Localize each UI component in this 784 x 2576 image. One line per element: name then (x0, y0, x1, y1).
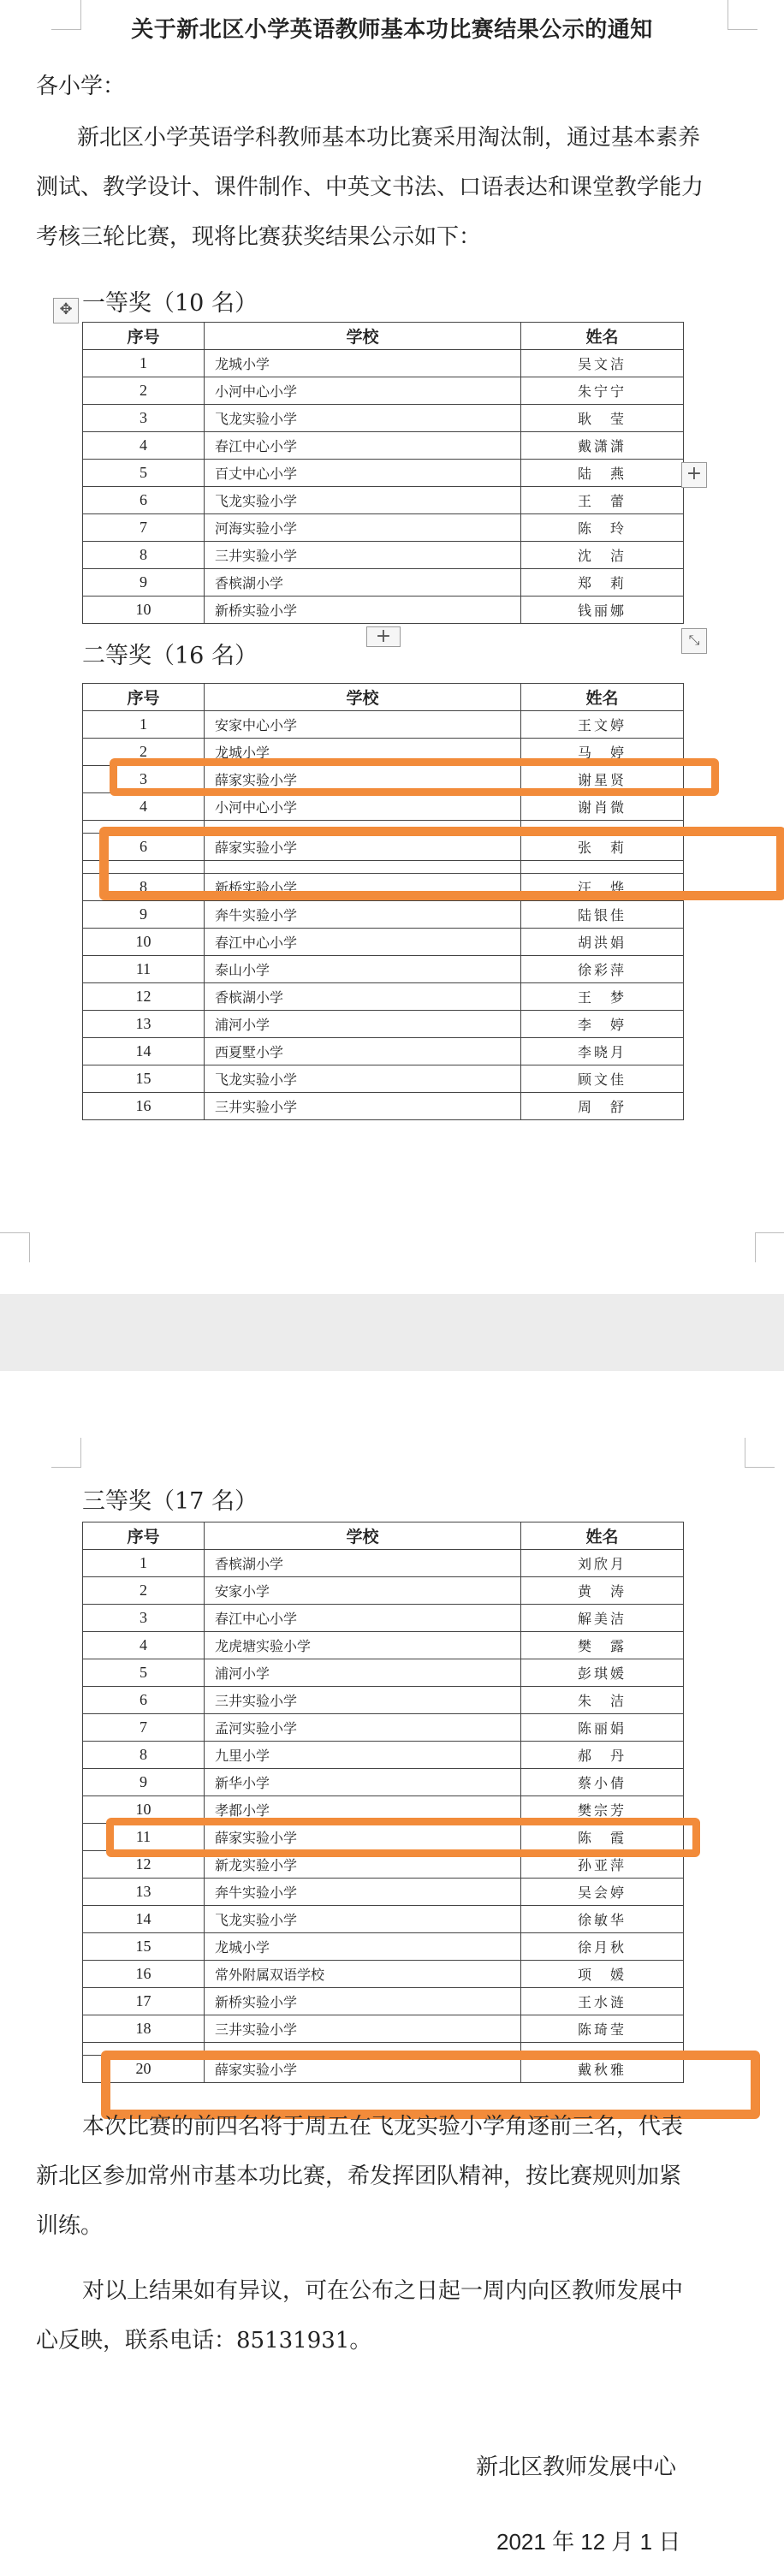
cell-name: 彭琪媛 (521, 1659, 684, 1687)
cell-name: 徐彩萍 (521, 956, 684, 983)
cell-no: 2 (83, 739, 205, 766)
cell-no: 12 (83, 1851, 205, 1879)
table-row (83, 377, 684, 405)
table-header-row (83, 323, 684, 350)
cell-school: 薛家实验小学 (205, 1824, 521, 1851)
date: 2021 年 12 月 1 日 (496, 2529, 681, 2555)
cell-school: 小河中心小学 (205, 793, 521, 821)
table-row (83, 487, 684, 514)
table-resize-handle-icon[interactable]: ⤡ (681, 628, 707, 654)
table-row (83, 405, 684, 432)
cell-name: 黄 涛 (521, 1577, 684, 1605)
cell-name: 王水涟 (521, 1988, 684, 2015)
cell-name: 王 蕾 (521, 487, 684, 514)
table-row (83, 1769, 684, 1796)
header-no: 序号 (83, 1522, 205, 1550)
cell-no: 11 (83, 956, 205, 983)
cell-name: 徐敏华 (521, 1906, 684, 1933)
cell-name: 樊 露 (521, 1632, 684, 1659)
cell-school: 百丈中心小学 (205, 460, 521, 487)
cell-no: 5 (83, 460, 205, 487)
cell-school: 香槟湖小学 (205, 983, 521, 1011)
cell-name: 谢肖微 (521, 793, 684, 821)
cell-name: 李晓月 (521, 1038, 684, 1065)
table-row (83, 569, 684, 597)
page-corner-mark (755, 1232, 784, 1262)
cell-no: 14 (83, 1906, 205, 1933)
closing-line: 对以上结果如有异议，可在公布之日起一周内向区教师发展中 (82, 2278, 684, 2304)
cell-no: 8 (83, 1742, 205, 1769)
cell-school: 新龙实验小学 (205, 1851, 521, 1879)
cell-school: 龙城小学 (205, 739, 521, 766)
cell-name: 张 莉 (521, 834, 684, 861)
header-name: 姓名 (521, 1522, 684, 1550)
table-row (83, 1605, 684, 1632)
cell-name: 陆银佳 (521, 901, 684, 929)
table-row (83, 1906, 684, 1933)
cell-no: 9 (83, 1769, 205, 1796)
cell-name: 钱丽娜 (521, 597, 684, 624)
cell-no: 4 (83, 432, 205, 460)
header-no: 序号 (83, 684, 205, 711)
cell-school: 新桥实验小学 (205, 1988, 521, 2015)
cell-name: 胡洪娟 (521, 929, 684, 956)
cell-name: 陈丽娟 (521, 1714, 684, 1742)
cell-no: 10 (83, 1796, 205, 1824)
cell-no: 4 (83, 1632, 205, 1659)
table-row (83, 2015, 684, 2043)
signature: 新北区教师发展中心 (476, 2454, 677, 2480)
closing-line: 新北区参加常州市基本功比赛，希发挥团队精神，按比赛规则加紧 (36, 2163, 682, 2189)
cell-no: 16 (83, 1961, 205, 1988)
document-page-2 (0, 1371, 784, 2576)
table-row (83, 1961, 684, 1988)
table-row (83, 1065, 684, 1093)
cell-no: 3 (83, 405, 205, 432)
cell-school: 安家中心小学 (205, 711, 521, 739)
cell-no: 16 (83, 1093, 205, 1120)
table-header-row (83, 1522, 684, 1550)
page-corner-mark (745, 1438, 775, 1468)
cell-school: 常外附属双语学校 (205, 1961, 521, 1988)
header-no: 序号 (83, 323, 205, 350)
notice-title: 关于新北区小学英语教师基本功比赛结果公示的通知 (131, 17, 653, 43)
cell-name: 朱宁宁 (521, 377, 684, 405)
table-row (83, 1742, 684, 1769)
table-row (83, 1933, 684, 1961)
cell-name: 戴秋雅 (521, 2056, 684, 2083)
highlight-box (99, 827, 784, 900)
cell-school: 浦河小学 (205, 1659, 521, 1687)
cell-school: 三井实验小学 (205, 1687, 521, 1714)
header-name: 姓名 (521, 684, 684, 711)
cell-no: 6 (83, 1687, 205, 1714)
cell-school: 龙城小学 (205, 1933, 521, 1961)
cell-school: 孝都小学 (205, 1796, 521, 1824)
cell-name: 朱 洁 (521, 1687, 684, 1714)
cell-no: 3 (83, 1605, 205, 1632)
cell-school: 西夏墅小学 (205, 1038, 521, 1065)
cell-name: 郝 丹 (521, 1742, 684, 1769)
cell-no: 9 (83, 569, 205, 597)
cell-school: 春江中心小学 (205, 929, 521, 956)
page-corner-mark (51, 1438, 81, 1468)
cell-name: 项 媛 (521, 1961, 684, 1988)
cell-school: 春江中心小学 (205, 432, 521, 460)
cell-no: 8 (83, 542, 205, 569)
cell-name: 谢星贤 (521, 766, 684, 793)
add-column-icon[interactable]: + (681, 462, 707, 488)
cell-no: 10 (83, 597, 205, 624)
cell-name: 刘欣月 (521, 1550, 684, 1577)
cell-no: 14 (83, 1038, 205, 1065)
table-row (83, 1038, 684, 1065)
cell-school: 浦河小学 (205, 1011, 521, 1038)
cell-name: 王文婷 (521, 711, 684, 739)
cell-no: 13 (83, 1879, 205, 1906)
highlight-box (110, 758, 719, 796)
cell-school: 飞龙实验小学 (205, 487, 521, 514)
cell-no: 7 (83, 514, 205, 542)
table-row (83, 711, 684, 739)
cell-school: 薛家实验小学 (205, 766, 521, 793)
cell-no: 1 (83, 711, 205, 739)
highlight-box (106, 1818, 700, 1857)
cell-no: 18 (83, 2015, 205, 2043)
table-row (83, 1093, 684, 1120)
cell-name: 樊宗芳 (521, 1796, 684, 1824)
intro-line: 新北区小学英语学科教师基本功比赛采用淘汰制，通过基本素养 (77, 125, 701, 151)
header-school: 学校 (205, 323, 521, 350)
cell-school: 奔牛实验小学 (205, 1879, 521, 1906)
table-row (83, 1714, 684, 1742)
cell-name: 陈 霞 (521, 1824, 684, 1851)
table-row (83, 956, 684, 983)
table-row (83, 514, 684, 542)
cell-no: 4 (83, 793, 205, 821)
cell-school: 香槟湖小学 (205, 569, 521, 597)
intro-line: 考核三轮比赛，现将比赛获奖结果公示如下： (36, 224, 482, 250)
cell-school: 三井实验小学 (205, 1093, 521, 1120)
cell-name: 顾文佳 (521, 1065, 684, 1093)
table-row (83, 1550, 684, 1577)
cell-school: 泰山小学 (205, 956, 521, 983)
table-row (83, 1687, 684, 1714)
cell-school: 飞龙实验小学 (205, 405, 521, 432)
cell-no: 2 (83, 377, 205, 405)
cell-school: 九里小学 (205, 1742, 521, 1769)
salutation: 各小学： (36, 74, 126, 99)
cell-school: 新桥实验小学 (205, 597, 521, 624)
cell-name: 陆 燕 (521, 460, 684, 487)
cell-no: 15 (83, 1065, 205, 1093)
table-header-row (83, 684, 684, 711)
cell-no: 2 (83, 1577, 205, 1605)
cell-name: 蔡小倩 (521, 1769, 684, 1796)
cell-name: 戴潇潇 (521, 432, 684, 460)
cell-no: 1 (83, 350, 205, 377)
closing-line: 训练。 (36, 2213, 104, 2239)
cell-school: 三井实验小学 (205, 542, 521, 569)
add-row-icon[interactable]: + (366, 626, 401, 647)
table-row (83, 350, 684, 377)
closing-line: 本次比赛的前四名将于周五在飞龙实验小学角逐前三名，代表 (82, 2114, 684, 2140)
header-school: 学校 (205, 684, 521, 711)
cell-school: 小河中心小学 (205, 377, 521, 405)
cell-name: 吴会婷 (521, 1879, 684, 1906)
cell-name: 汪 烨 (521, 874, 684, 901)
second-prize-table (82, 683, 684, 1120)
cell-no: 5 (83, 1659, 205, 1687)
cell-no: 3 (83, 766, 205, 793)
cell-school: 孟河实验小学 (205, 1714, 521, 1742)
cell-no: 8 (83, 874, 205, 901)
table-row (83, 983, 684, 1011)
cell-school: 飞龙实验小学 (205, 1065, 521, 1093)
cell-no: 1 (83, 1550, 205, 1577)
second-prize-heading: 二等奖（16 名） (82, 643, 258, 669)
cell-school: 三井实验小学 (205, 2015, 521, 2043)
table-row (83, 1011, 684, 1038)
table-row (83, 1577, 684, 1605)
cell-name: 孙亚萍 (521, 1851, 684, 1879)
cell-school: 香槟湖小学 (205, 1550, 521, 1577)
header-name: 姓名 (521, 323, 684, 350)
cell-no: 20 (83, 2056, 205, 2083)
cell-no: 13 (83, 1011, 205, 1038)
cell-school: 奔牛实验小学 (205, 901, 521, 929)
closing-line: 心反映，联系电话：85131931。 (36, 2328, 372, 2353)
page-gap (0, 1294, 784, 1371)
cell-name: 周 舒 (521, 1093, 684, 1120)
cell-no: 17 (83, 1988, 205, 2015)
cell-no: 10 (83, 929, 205, 956)
cell-name: 郑 莉 (521, 569, 684, 597)
cell-school: 春江中心小学 (205, 1605, 521, 1632)
cell-school: 龙虎塘实验小学 (205, 1632, 521, 1659)
cell-name: 李 婷 (521, 1011, 684, 1038)
cell-no: 7 (83, 1714, 205, 1742)
cell-name: 王 梦 (521, 983, 684, 1011)
table-row (83, 460, 684, 487)
header-school: 学校 (205, 1522, 521, 1550)
cell-name: 徐月秋 (521, 1933, 684, 1961)
first-prize-table (82, 322, 684, 624)
third-prize-heading: 三等奖（17 名） (82, 1488, 258, 1515)
cell-school: 飞龙实验小学 (205, 1906, 521, 1933)
table-move-handle-icon[interactable]: ✥ (53, 298, 79, 323)
cell-school: 新华小学 (205, 1769, 521, 1796)
table-row (83, 597, 684, 624)
cell-no: 12 (83, 983, 205, 1011)
table-row (83, 1988, 684, 2015)
table-row (83, 1659, 684, 1687)
cell-school: 新桥实验小学 (205, 874, 521, 901)
table-row (83, 542, 684, 569)
third-prize-table (82, 1522, 684, 2083)
page-corner-mark (0, 1232, 30, 1262)
cell-school: 薛家实验小学 (205, 834, 521, 861)
cell-no: 6 (83, 487, 205, 514)
cell-school: 安家小学 (205, 1577, 521, 1605)
cell-school: 薛家实验小学 (205, 2056, 521, 2083)
cell-no: 6 (83, 834, 205, 861)
cell-no: 9 (83, 901, 205, 929)
cell-no: 11 (83, 1824, 205, 1851)
table-row (83, 793, 684, 821)
cell-name: 耿 莹 (521, 405, 684, 432)
cell-school: 河海实验小学 (205, 514, 521, 542)
cell-no: 15 (83, 1933, 205, 1961)
table-row (83, 432, 684, 460)
cell-name: 吴文洁 (521, 350, 684, 377)
cell-name: 马 婷 (521, 739, 684, 766)
table-row (83, 1879, 684, 1906)
intro-line: 测试、教学设计、课件制作、中英文书法、口语表达和课堂教学能力 (36, 175, 704, 200)
cell-name: 陈琦莹 (521, 2015, 684, 2043)
table-row (83, 1632, 684, 1659)
table-row (83, 901, 684, 929)
cell-school: 龙城小学 (205, 350, 521, 377)
first-prize-heading: 一等奖（10 名） (82, 290, 258, 317)
cell-name: 陈 玲 (521, 514, 684, 542)
cell-name: 沈 洁 (521, 542, 684, 569)
table-row (83, 929, 684, 956)
cell-name: 解美洁 (521, 1605, 684, 1632)
